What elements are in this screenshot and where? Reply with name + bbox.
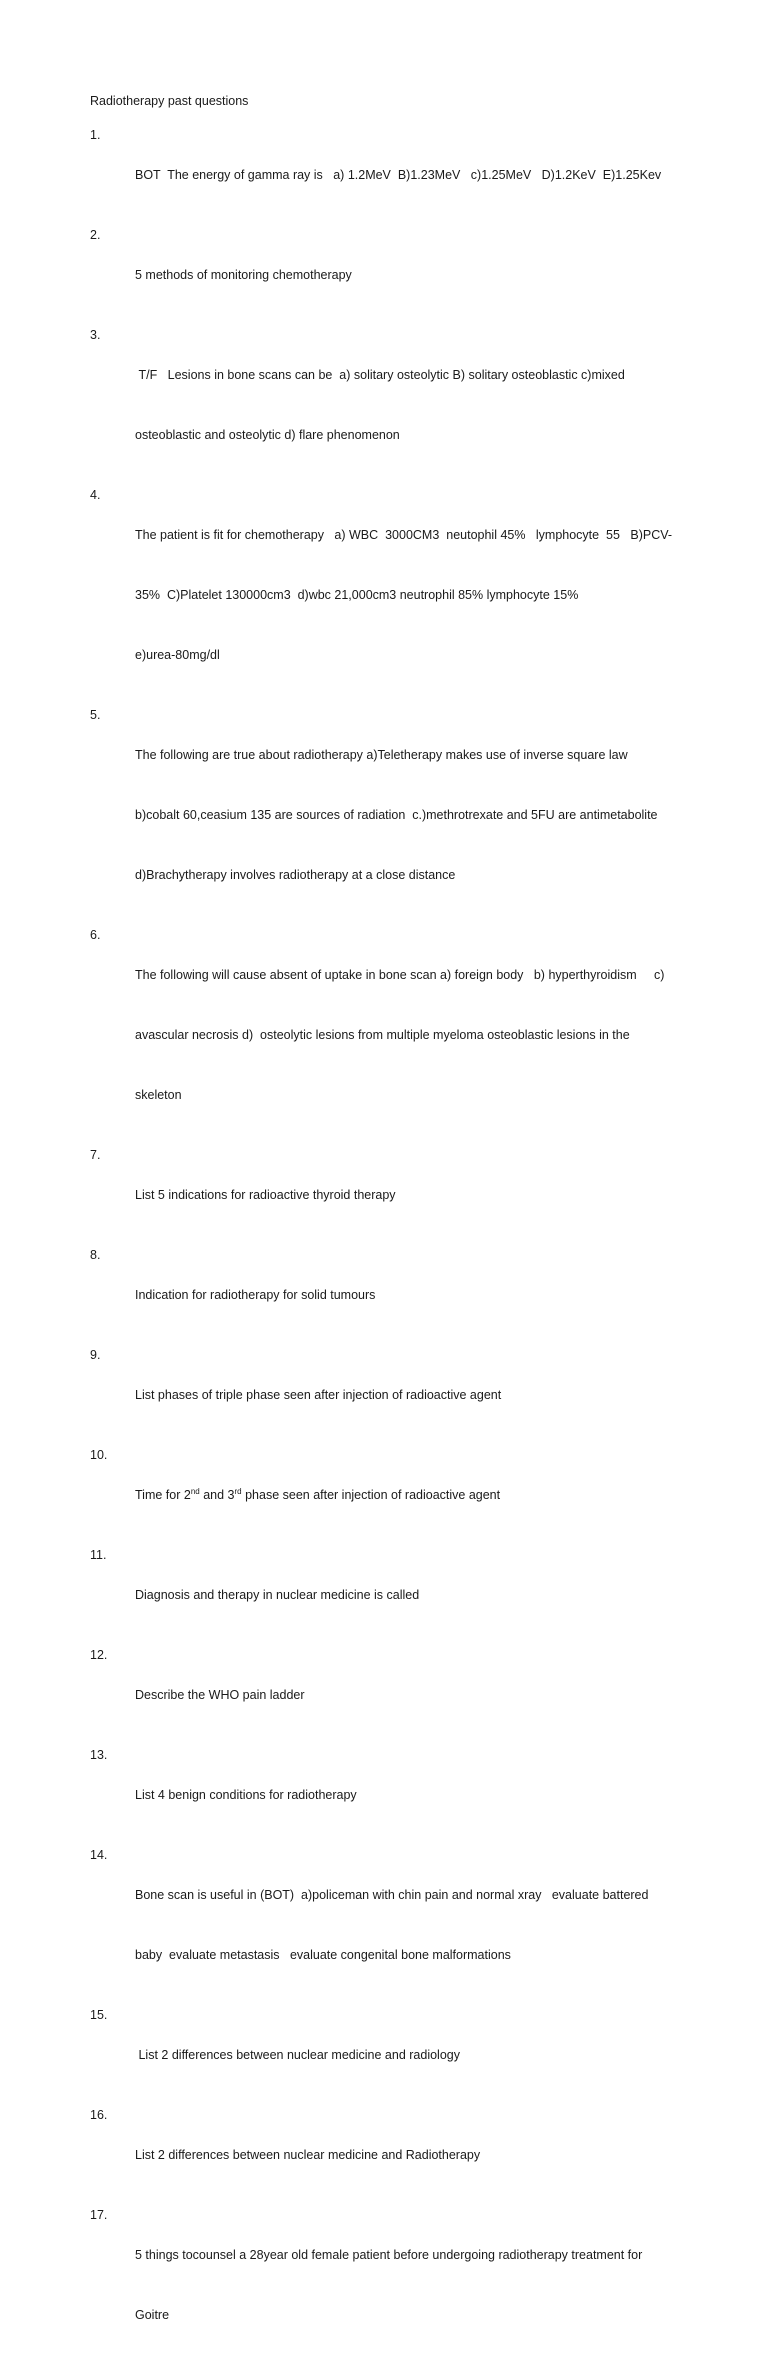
question-line: 5 things tocounsel a 28year old female patient before undergoing radiotherapy treatment for [135, 2248, 643, 2262]
question-item [90, 1645, 690, 1745]
question-number: 7. [90, 1148, 101, 1162]
question-item [90, 2005, 690, 2105]
question-item [90, 1145, 690, 1245]
question-line: The following are true about radiotherapy a)Teletherapy makes use of inverse square law [135, 748, 628, 762]
question-item [90, 1745, 690, 1845]
question-line: List 2 differences between nuclear medicine and radiology [135, 2048, 460, 2062]
question-number: 13. [90, 1748, 108, 1762]
question-number: 12. [90, 1648, 108, 1662]
question-line: BOT The energy of gamma ray is a) 1.2MeV B)1.23MeV c)1.25MeV D)1.2KeV E)1.25Kev [135, 168, 662, 182]
question-line: Diagnosis and therapy in nuclear medicine is called [135, 1588, 420, 1602]
question-item [90, 925, 690, 1145]
question-text-part: Time for 2 [135, 1488, 191, 1502]
question-text [135, 1645, 690, 1745]
question-number: 2. [90, 228, 101, 242]
question-text [135, 705, 690, 925]
question-item [90, 2205, 690, 2365]
ordinal-suffix: nd [190, 1486, 200, 1496]
question-text [135, 2005, 690, 2105]
question-text-part: and 3 [199, 1488, 235, 1502]
question-number: 3. [90, 328, 101, 342]
question-text [135, 925, 690, 1145]
question-number: 5. [90, 708, 101, 722]
question-line: osteoblastic and osteolytic d) flare phenomenon [135, 428, 400, 442]
question-line: skeleton [135, 1088, 182, 1102]
question-text [135, 1445, 690, 1545]
question-number: 6. [90, 928, 101, 942]
question-text-part: phase seen after injection of radioactive agent [241, 1488, 501, 1502]
ordinal-suffix: rd [234, 1486, 242, 1496]
question-line: The following will cause absent of uptake in bone scan a) foreign body b) hyperthyroidism c) [135, 968, 665, 982]
question-text [135, 2105, 690, 2205]
question-number: 17. [90, 2208, 108, 2222]
question-item [90, 125, 690, 225]
question-list [90, 125, 690, 2365]
question-line: Describe the WHO pain ladder [135, 1688, 305, 1702]
question-text [135, 1145, 690, 1245]
question-item [90, 1445, 690, 1545]
question-text [135, 225, 690, 325]
question-item [90, 1845, 690, 2005]
question-line: 5 methods of monitoring chemotherapy [135, 268, 352, 282]
question-number: 8. [90, 1248, 101, 1262]
question-line [135, 1485, 690, 1505]
question-line: b)cobalt 60,ceasium 135 are sources of radiation c.)methrotrexate and 5FU are antimetabolite [135, 808, 658, 822]
question-item [90, 1545, 690, 1645]
question-item [90, 485, 690, 705]
question-item [90, 1245, 690, 1345]
question-item [90, 1345, 690, 1445]
document-title: Radiotherapy past questions [90, 94, 249, 108]
question-line: 35% C)Platelet 130000cm3 d)wbc 21,000cm3 neutrophil 85% lymphocyte 15% [135, 588, 579, 602]
question-line: List 5 indications for radioactive thyroid therapy [135, 1188, 396, 1202]
question-text [135, 1345, 690, 1445]
question-text [135, 325, 690, 485]
question-line: Bone scan is useful in (BOT) a)policeman with chin pain and normal xray evaluate battered [135, 1888, 649, 1902]
question-line: The patient is fit for chemotherapy a) WBC 3000CM3 neutophil 45% lymphocyte 55 B)PCV- [135, 528, 673, 542]
question-line: List 4 benign conditions for radiotherapy [135, 1788, 357, 1802]
question-text [135, 485, 690, 705]
question-text [135, 1845, 690, 2005]
question-item [90, 225, 690, 325]
question-text [135, 1745, 690, 1845]
question-number: 4. [90, 488, 101, 502]
question-item [90, 705, 690, 925]
question-number: 1. [90, 128, 101, 142]
question-line: d)Brachytherapy involves radiotherapy at a close distance [135, 868, 456, 882]
question-text [135, 2205, 690, 2365]
question-number: 15. [90, 2008, 108, 2022]
question-line: List phases of triple phase seen after injection of radioactive agent [135, 1388, 502, 1402]
question-line: avascular necrosis d) osteolytic lesions from multiple myeloma osteoblastic lesions in the [135, 1028, 630, 1042]
question-line: Indication for radiotherapy for solid tumours [135, 1288, 376, 1302]
question-line: e)urea-80mg/dl [135, 648, 220, 662]
question-line: baby evaluate metastasis evaluate congenital bone malformations [135, 1948, 511, 1962]
question-text [135, 1545, 690, 1645]
question-number: 16. [90, 2108, 108, 2122]
question-item [90, 2105, 690, 2205]
question-item [90, 325, 690, 485]
question-text [135, 1245, 690, 1345]
question-line: T/F Lesions in bone scans can be a) solitary osteolytic B) solitary osteoblastic c)mixed [135, 368, 625, 382]
question-number: 14. [90, 1848, 108, 1862]
question-number: 10. [90, 1448, 108, 1462]
question-number: 11. [90, 1548, 107, 1562]
question-line: Goitre [135, 2308, 170, 2322]
question-text [135, 125, 690, 225]
question-line: List 2 differences between nuclear medicine and Radiotherapy [135, 2148, 481, 2162]
question-number: 9. [90, 1348, 101, 1362]
